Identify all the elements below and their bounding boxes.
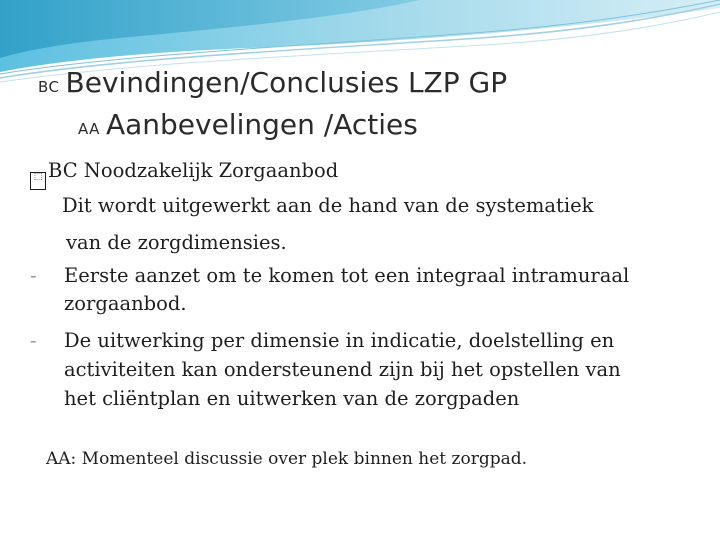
bullet-heading-line	[30, 159, 338, 190]
title-heading-1: Bevindingen/Conclusies LZP GP	[65, 66, 508, 99]
list-item-2-line-1: De uitwerking per dimensie in indicatie, doelstelling en	[64, 329, 615, 352]
list-item-2-line-2: activiteiten kan ondersteunend zijn bij het opstellen van	[64, 358, 621, 381]
title-line-2	[78, 108, 418, 141]
intro-line-1: Dit wordt uitgewerkt aan de hand van de systematiek	[62, 194, 594, 217]
list-item-1-line-1: Eerste aanzet om te komen tot een integraal intramuraal	[64, 264, 630, 287]
intro-line-2: van de zorgdimensies.	[66, 231, 287, 254]
missing-glyph-box-icon: ⬚	[30, 172, 46, 190]
dash-marker-2: -	[30, 329, 37, 352]
note-text: AA: Momenteel discussie over plek binnen het zorgpad.	[46, 449, 528, 469]
list-item-1-line-2: zorgaanbod.	[64, 292, 187, 315]
title-prefix-bc: BC	[38, 78, 60, 96]
title-heading-2: Aanbevelingen /Acties	[105, 108, 418, 141]
title-line-1	[38, 66, 507, 99]
dash-marker-1: -	[30, 264, 37, 287]
title-prefix-aa: AA	[78, 120, 100, 138]
bullet-heading: BC Noodzakelijk Zorgaanbod	[48, 159, 339, 182]
list-item-2-line-3: het cliëntplan en uitwerken van de zorgpaden	[64, 387, 520, 410]
